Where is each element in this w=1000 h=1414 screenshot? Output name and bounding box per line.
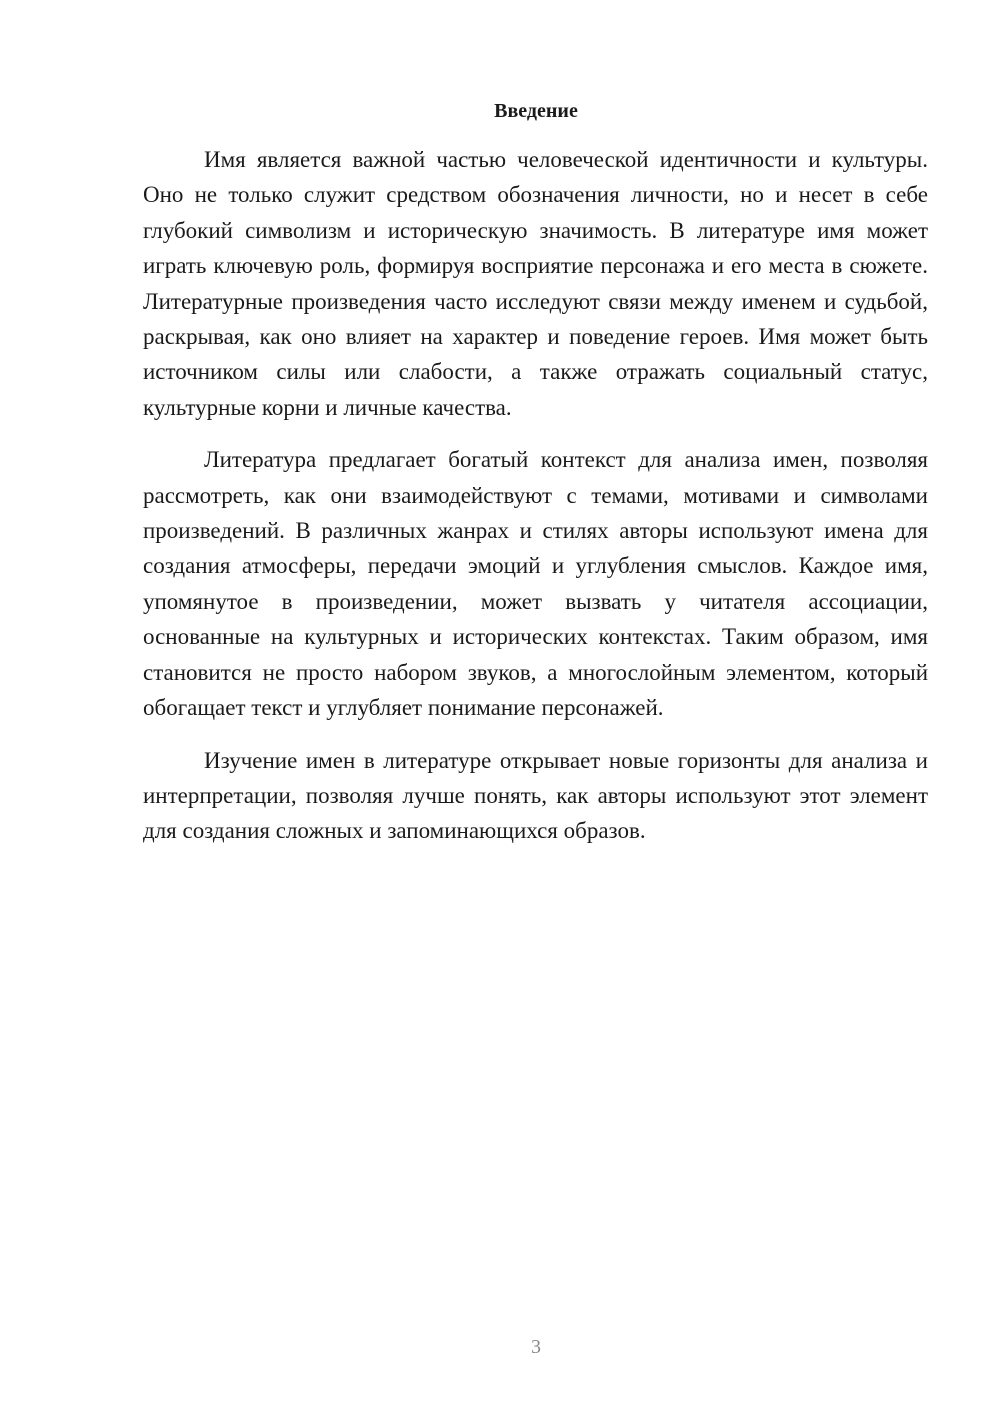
section-heading: Введение [494, 100, 578, 122]
paragraph-3: Изучение имен в литературе открывает новые горизонты для анализа и интерпретации, позволяя лучше понять, как авторы используют этот элемент для создания сложных и запоминающихся образов. [143, 747, 928, 844]
page-number: 3 [531, 1336, 541, 1358]
paragraph-1: Имя является важной частью человеческой идентичности и культуры. Оно не только служит средством обозначения личности, но и несет в себе глубокий символизм и историческую значимость. В литературе имя может играть ключевую роль, формируя восприятие персонажа и его места в сюжете. Литературные произведения часто исследуют связи между именем и судьбой, раскрывая, как оно влияет на характер и поведение героев. Имя может быть источником силы или слабости, а также отражать социальный статус, культурные корни и личные качества. [143, 147, 928, 420]
paragraph-2: Литература предлагает богатый контекст для анализа имен, позволяя рассмотреть, как они взаимодействуют с темами, мотивами и символами произведений. В различных жанрах и стилях авторы используют имена для создания атмосферы, передачи эмоций и углубления смыслов. Каждое имя, упомянутое в произведении, может вызвать у читателя ассоциации, основанные на культурных и исторических контекстах. Таким образом, имя становится не просто набором звуков, а многослойным элементом, который обогащает текст и углубляет понимание персонажей. [143, 447, 928, 721]
body-text [143, 142, 928, 866]
